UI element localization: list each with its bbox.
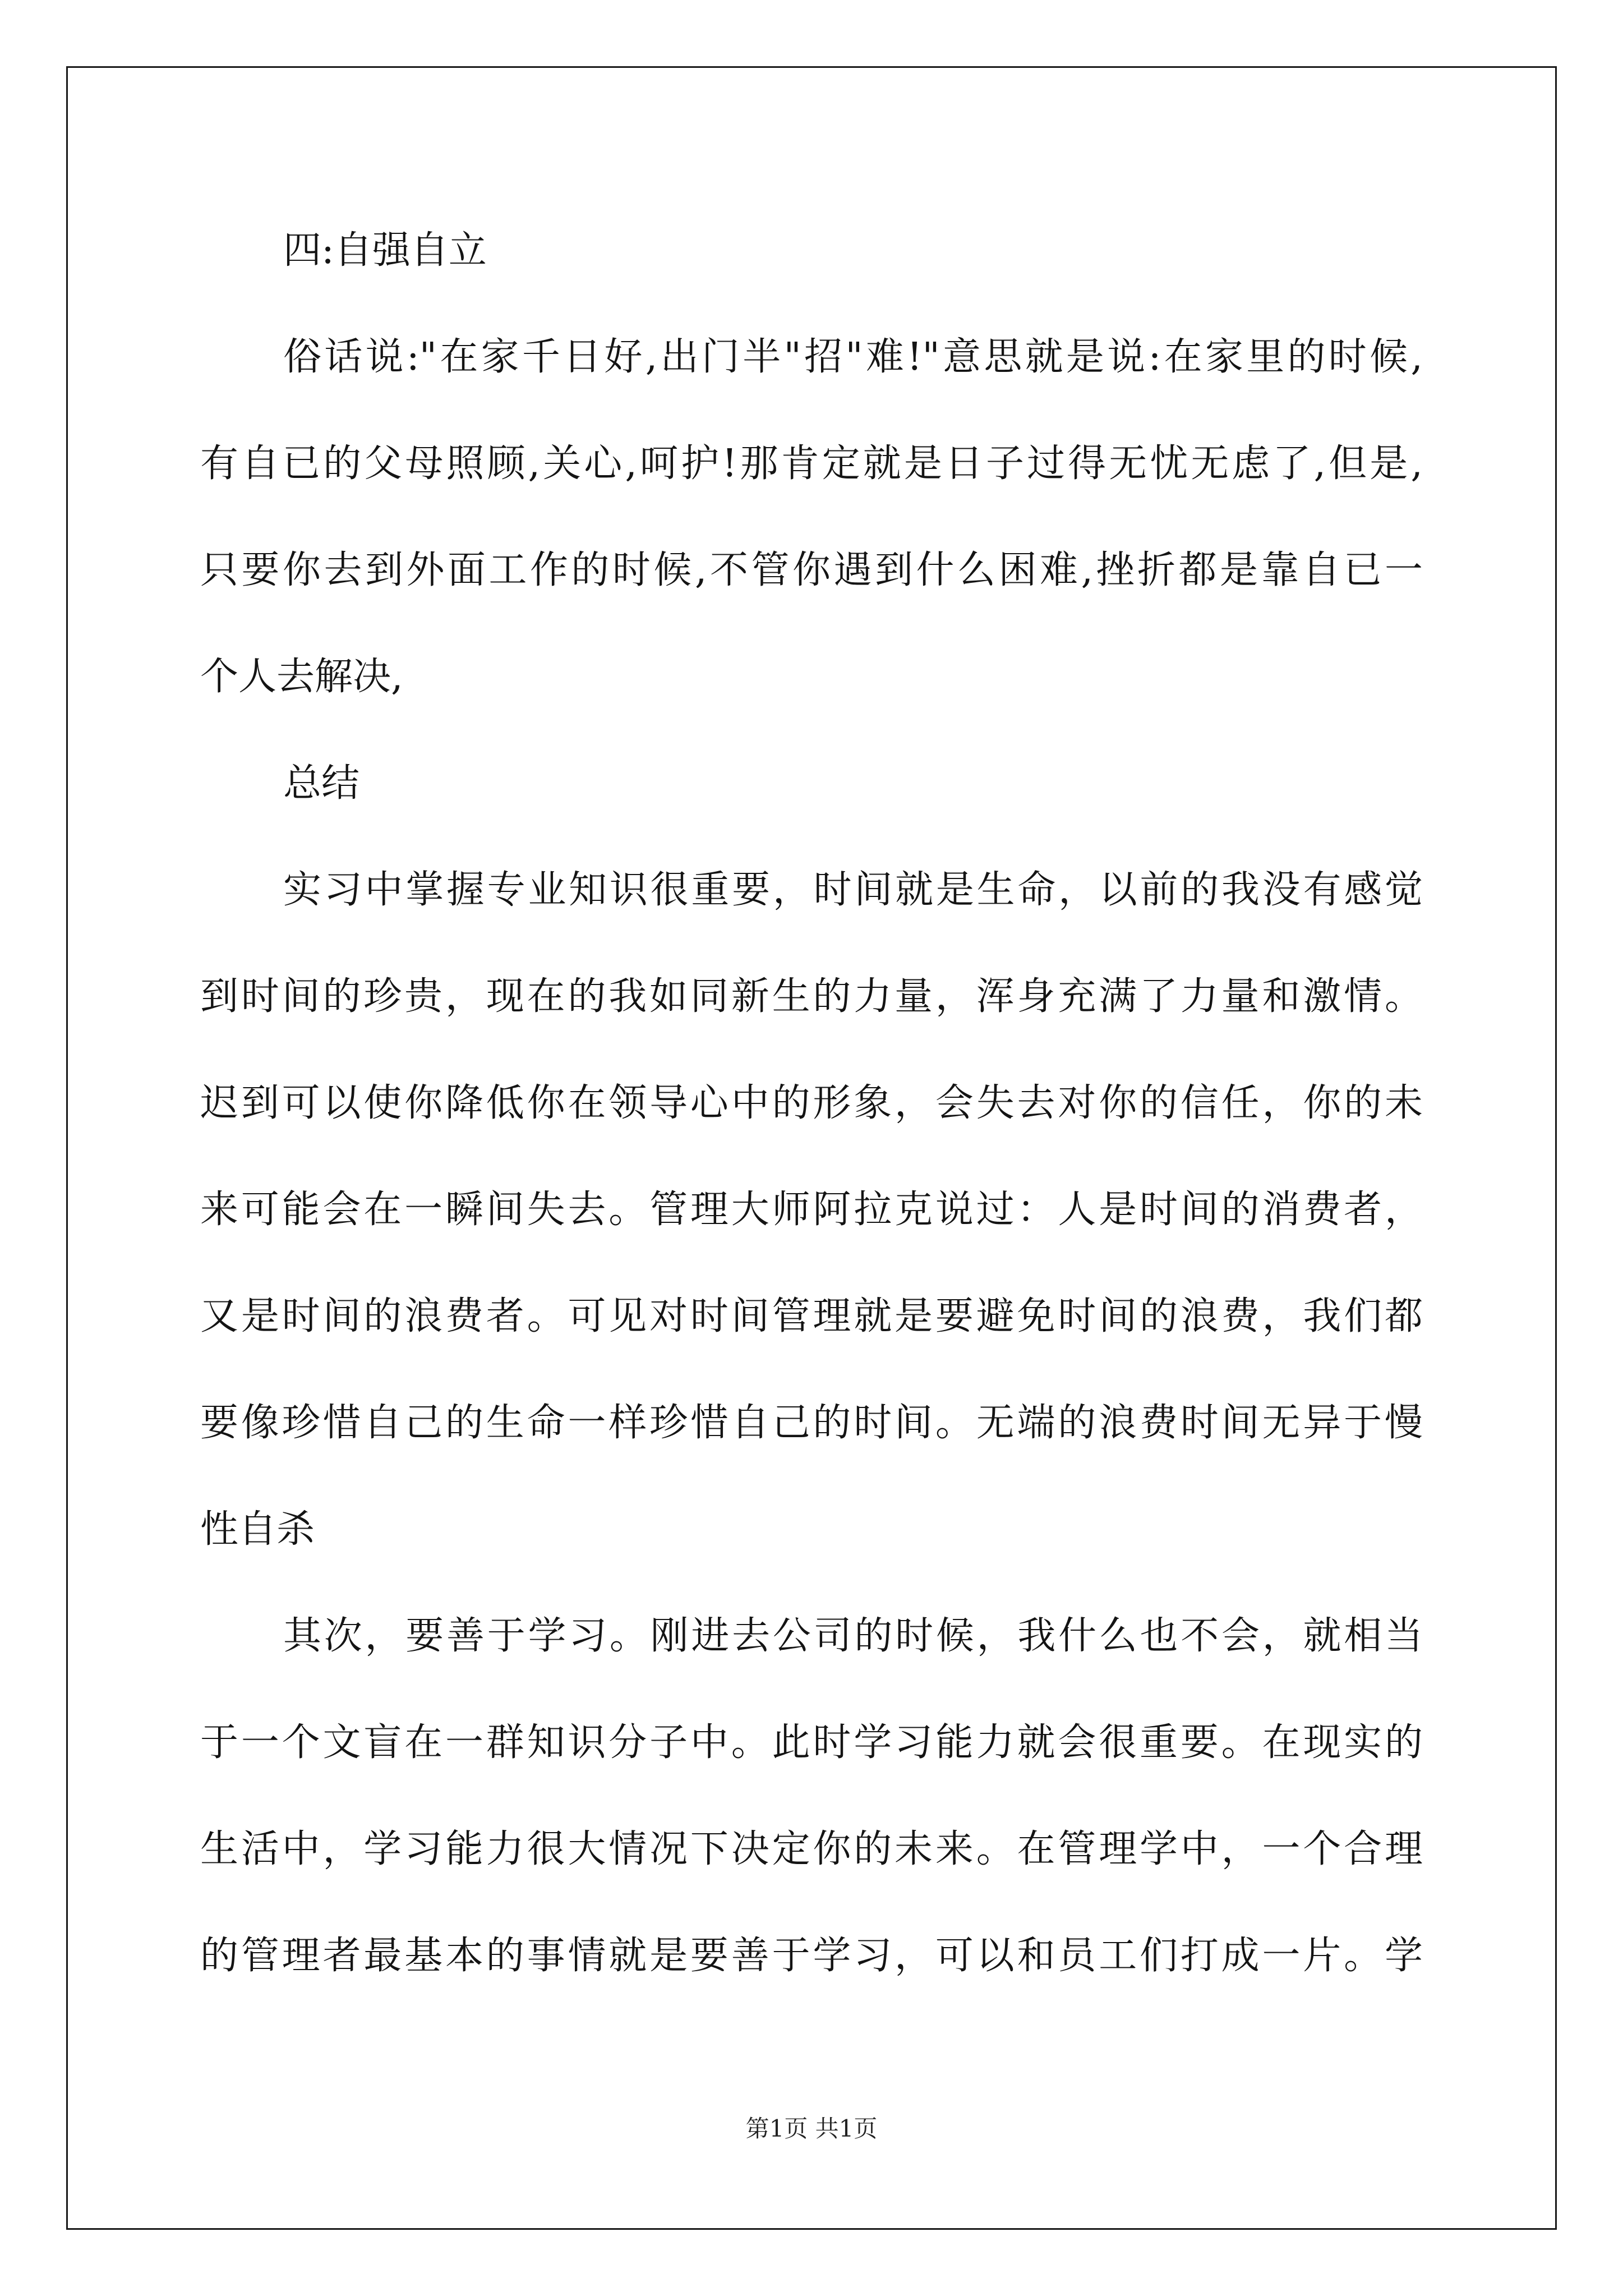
paragraph-line: 个人去解决,: [200, 655, 403, 699]
paragraph-line: 迟到可以使你降低你在领导心中的形象，会失去对你的信任，你的未: [200, 1081, 1423, 1125]
paragraph-line: 又是时间的浪费者。可见对时间管理就是要避免时间的浪费，我们都: [200, 1294, 1423, 1338]
paragraph-line: 于一个文盲在一群知识分子中。此时学习能力就会很重要。在现实的: [200, 1720, 1423, 1765]
paragraph-line: 只要你去到外面工作的时候,不管你遇到什么困难,挫折都是靠自已一: [200, 548, 1423, 592]
paragraph-line: 性自杀: [200, 1507, 315, 1552]
paragraph-line: 俗话说:"在家千日好,出门半"招"难!"意思就是说:在家里的时候,: [283, 335, 1423, 379]
page-number-footer: 第1页 共1页: [745, 2115, 878, 2142]
paragraph-line: 实习中掌握专业知识很重要，时间就是生命，以前的我没有感觉: [283, 868, 1423, 912]
paragraph-line: 其次，要善于学习。刚进去公司的时候，我什么也不会，就相当: [283, 1614, 1423, 1658]
section-heading-self-reliance: 四:自强自立: [283, 228, 487, 273]
paragraph-line: 到时间的珍贵，现在的我如同新生的力量，浑身充满了力量和激情。: [200, 974, 1423, 1019]
paragraph-line: 来可能会在一瞬间失去。管理大师阿拉克说过：人是时间的消费者，: [200, 1188, 1423, 1232]
paragraph-line: 有自已的父母照顾,关心,呵护!那肯定就是日子过得无忧无虑了,但是,: [200, 441, 1423, 486]
paragraph-line: 要像珍惜自己的生命一样珍惜自己的时间。无端的浪费时间无异于慢: [200, 1401, 1423, 1445]
section-heading-summary: 总结: [283, 761, 360, 806]
paragraph-line: 生活中，学习能力很大情况下决定你的未来。在管理学中，一个合理: [200, 1827, 1423, 1871]
paragraph-line: 的管理者最基本的事情就是要善于学习，可以和员工们打成一片。学: [200, 1934, 1423, 1978]
document-body: [200, 0, 1423, 2132]
